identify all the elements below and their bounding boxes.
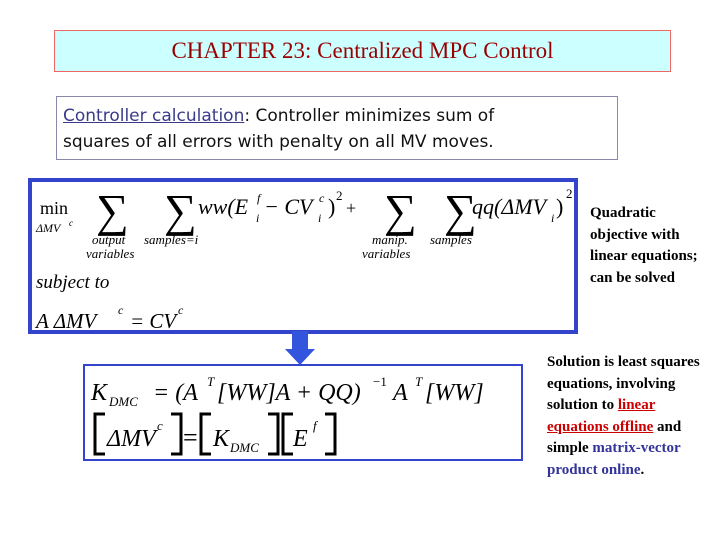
sum-manip-samples-sub: samples: [430, 232, 472, 247]
solution-note: [547, 352, 715, 481]
move-term-close: ): [556, 194, 564, 219]
move-term-i: i: [551, 211, 555, 225]
bracket-left-3: [283, 414, 293, 454]
constraint-lhs: A ΔMV: [36, 309, 97, 330]
solution-rhs-inv: −1: [373, 374, 387, 389]
constraint-rhs-c: c: [178, 303, 184, 317]
move-term: qq(ΔMV: [472, 194, 547, 219]
calc-colon: :: [244, 106, 251, 126]
solution-equation: [85, 366, 521, 459]
bracket-right-1: [171, 414, 181, 454]
sum-manip: ∑: [384, 185, 417, 236]
error-term: ww(E: [198, 194, 249, 219]
solution-rhs-ww: [WW]A + QQ): [217, 380, 361, 406]
solution-rhs-t2: T: [415, 374, 423, 389]
e-f-sup: f: [313, 418, 317, 433]
solution-note-part1: Solution is least squares equations, involving solution to: [547, 354, 700, 413]
error-term-cv: − CV: [264, 194, 313, 219]
min-subscript-sup: c: [69, 218, 73, 228]
down-arrow-icon: [285, 331, 315, 365]
delta-mv-c: c: [157, 418, 163, 433]
min-subscript: ΔMV: [36, 221, 61, 235]
k-dmc-sub: DMC: [109, 394, 138, 409]
delta-mv: ΔMV: [107, 426, 156, 452]
objective-equation: [32, 182, 574, 330]
k-dmc-2-sub: DMC: [230, 440, 259, 455]
solution-note-part2: and simple: [547, 418, 682, 456]
bracket-right-3: [325, 414, 335, 454]
controller-calculation-text: [56, 96, 618, 160]
k-dmc-2: K: [213, 426, 230, 452]
sum-outputs: ∑: [96, 185, 129, 236]
solution-rhs-t: T: [207, 374, 215, 389]
error-term-square: 2: [336, 188, 343, 203]
k-dmc: K: [91, 380, 108, 406]
error-term-close: ): [328, 194, 336, 219]
solution-rhs-ww2: [WW]: [425, 380, 484, 406]
sum-manip-sub1: manip.: [372, 232, 408, 247]
sum-manip-samples: ∑: [444, 185, 477, 236]
plus-sign: +: [346, 198, 357, 218]
move-term-square: 2: [566, 186, 573, 201]
sum-manip-sub2: variables: [362, 246, 411, 261]
sum-outputs-sub1: output: [92, 232, 126, 247]
equals-sign: =: [183, 423, 198, 452]
constraint-lhs-c: c: [118, 303, 124, 317]
calc-text-line2: squares of all errors with penalty on all MV moves.: [63, 132, 494, 152]
bracket-left-2: [201, 414, 211, 454]
objective-equation-box: [28, 178, 578, 334]
solution-rhs: = (A: [153, 380, 198, 406]
min-operator: min: [40, 198, 69, 218]
e-f: E: [293, 426, 308, 452]
subject-to: subject to: [36, 272, 110, 293]
solution-note-online: matrix-vector product online: [547, 440, 681, 478]
solution-note-end: .: [640, 461, 645, 478]
sum-outputs-sub2: variables: [86, 246, 135, 261]
slide-title: [54, 30, 671, 72]
calc-label: Controller calculation: [63, 106, 245, 126]
bracket-left-1: [95, 414, 105, 454]
error-term-i: i: [256, 211, 260, 225]
error-term-c: c: [319, 191, 325, 205]
slide-title-text: CHAPTER 23: Centralized MPC Control: [171, 38, 554, 63]
sum-samples: ∑: [164, 185, 197, 236]
quadratic-objective-note: Quadratic objective with linear equations; can be solved: [590, 205, 698, 286]
bracket-right-2: [268, 414, 278, 454]
calc-text-line1: Controller minimizes sum of: [250, 106, 495, 126]
constraint-rhs: = CV: [130, 309, 177, 330]
sum-samples-sub: samples=i: [144, 232, 199, 247]
error-term-f: f: [257, 191, 261, 205]
solution-rhs-a: A: [393, 380, 408, 406]
solution-note-offline: linear equations offline: [547, 397, 656, 435]
solution-equation-box: [83, 364, 523, 461]
error-term-i2: i: [318, 211, 322, 225]
